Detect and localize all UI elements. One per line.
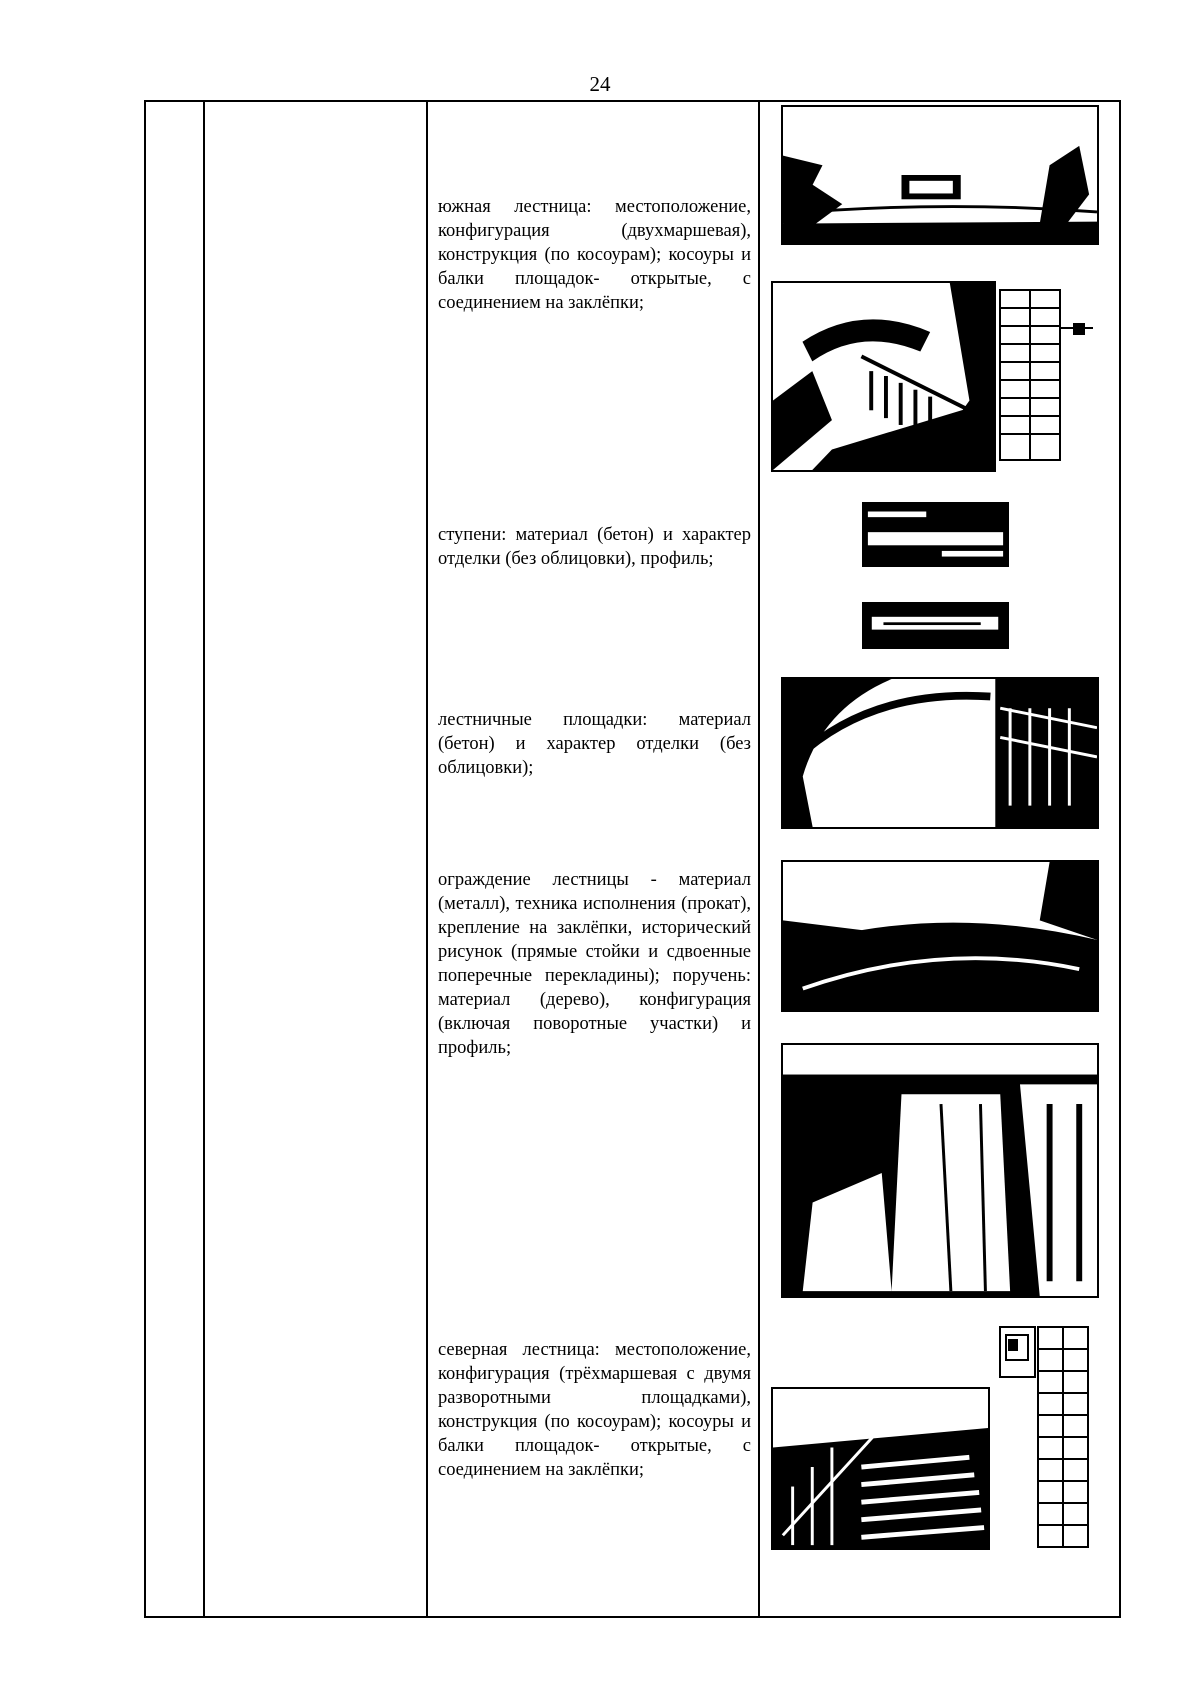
photo-railing — [781, 860, 1099, 1012]
photo-floor-plan-south — [998, 288, 1095, 466]
row-text-railing: ограждение лестницы - материал (металл), техника исполнения (прокат), крепление на заклёпки, исторический рисунок (прямые стойки и сдвоенные поперечные перекладины); поручень: материал (дерево), конфигурация (включая поворотные участки) и профиль; — [438, 870, 751, 1058]
photo-south-staircase-flight — [771, 281, 996, 472]
row-text-steps: ступени: материал (бетон) и характер отделки (без облицовки), профиль; — [438, 525, 751, 569]
row-text-landings: лестничные площадки: материал (бетон) и характер отделки (без облицовки); — [438, 710, 751, 778]
row-text-north-staircase: северная лестница: местоположение, конфигурация (трёхмаршевая с двумя разворотными площадками), конструкция (по косоурам); косоуры и балки площадок- открытые, с соединением на заклёпки; — [438, 1340, 751, 1480]
photo-handrail — [781, 1043, 1099, 1298]
page-number: 24 — [589, 72, 611, 96]
photo-north-staircase — [771, 1387, 990, 1550]
photo-steps-profile — [862, 602, 1009, 649]
photo-south-staircase-top — [781, 105, 1099, 245]
row-text-south-staircase: южная лестница: местоположение, конфигурация (двухмаршевая), конструкция (по косоурам); косоуры и балки площадок- открытые, с соединением на заклёпки; — [438, 197, 751, 313]
photo-steps-material — [862, 502, 1009, 567]
photo-landings — [781, 677, 1099, 829]
photo-floor-plan-north — [998, 1325, 1095, 1550]
column-divider — [203, 102, 205, 1616]
column-divider — [426, 102, 428, 1616]
column-divider — [758, 102, 760, 1616]
